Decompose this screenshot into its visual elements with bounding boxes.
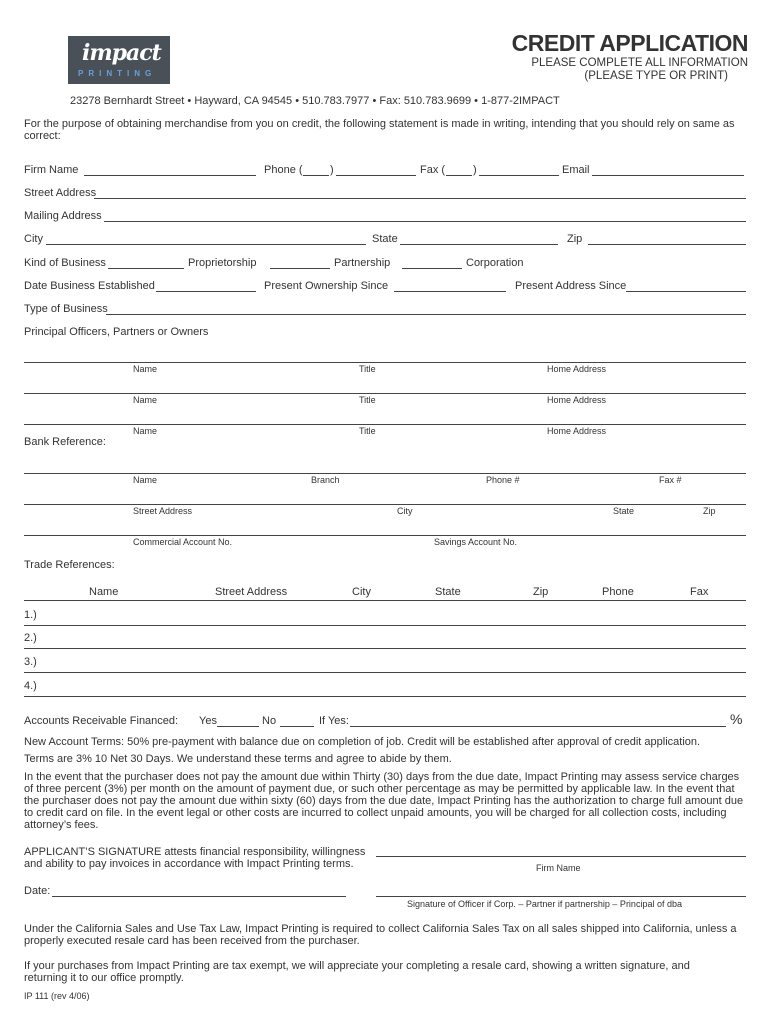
bank-street-caption: Street Address bbox=[133, 506, 193, 516]
ar-ifyes-label: If Yes: bbox=[319, 715, 349, 727]
bank-reference-label: Bank Reference: bbox=[24, 436, 106, 448]
date-field[interactable] bbox=[52, 884, 346, 897]
zip-field[interactable] bbox=[588, 232, 746, 245]
principal-3-name-caption: Name bbox=[133, 426, 158, 436]
bank-line-3[interactable] bbox=[24, 523, 746, 536]
email-label: Email bbox=[562, 164, 590, 176]
trade-row-1-label: 1.) bbox=[24, 609, 37, 621]
officer-signature-field[interactable] bbox=[376, 884, 746, 897]
trade-row-3-field[interactable] bbox=[24, 660, 746, 673]
date-label: Date: bbox=[24, 885, 51, 897]
trade-col-street: Street Address bbox=[215, 586, 288, 598]
ar-yes-field[interactable] bbox=[217, 714, 259, 727]
trade-row-4-field[interactable] bbox=[24, 684, 746, 697]
email-field[interactable] bbox=[592, 163, 744, 176]
partnership-field[interactable] bbox=[270, 256, 330, 269]
principals-label: Principal Officers, Partners or Owners bbox=[24, 326, 209, 338]
trade-col-fax: Fax bbox=[690, 586, 709, 598]
form-id: IP 111 (rev 4/06) bbox=[24, 991, 90, 1001]
tax-exempt-notice: If your purchases from Impact Printing are tax exempt, we will appreciate your completing a resale card, showing a written signature, and returning it to our office promptly. bbox=[24, 960, 690, 984]
date-established-label: Date Business Established bbox=[24, 280, 155, 292]
kind-of-business-label: Kind of Business bbox=[24, 257, 106, 269]
principal-1-name-caption: Name bbox=[133, 364, 158, 374]
ar-no-label: No bbox=[262, 715, 277, 727]
mailing-address-label: Mailing Address bbox=[24, 210, 102, 222]
trade-col-zip: Zip bbox=[533, 586, 549, 598]
trade-references-label: Trade References: bbox=[24, 559, 115, 571]
sales-tax-notice: Under the California Sales and Use Tax Law, Impact Printing is required to collect California Sales Tax on all sales shipped into California, unless a properly executed resale card has been received from the purchaser. bbox=[24, 923, 737, 947]
trade-row-2-field[interactable] bbox=[24, 636, 746, 649]
city-field[interactable] bbox=[46, 232, 366, 245]
trade-header-rule bbox=[24, 600, 746, 601]
ownership-since-label: Present Ownership Since bbox=[264, 280, 389, 292]
firm-name-caption: Firm Name bbox=[536, 863, 581, 873]
bank-state-caption: State bbox=[613, 506, 635, 516]
bank-fax-caption: Fax # bbox=[659, 475, 682, 485]
trade-col-phone: Phone bbox=[602, 586, 634, 598]
commercial-account-caption: Commercial Account No. bbox=[133, 537, 233, 547]
trade-row-2-label: 2.) bbox=[24, 632, 37, 644]
ar-yes-label: Yes bbox=[199, 715, 217, 727]
mailing-address-field[interactable] bbox=[104, 209, 746, 222]
state-label: State bbox=[372, 233, 398, 245]
zip-label: Zip bbox=[567, 233, 583, 245]
trade-row-3-label: 3.) bbox=[24, 656, 37, 668]
proprietorship-label: Proprietorship bbox=[188, 257, 257, 269]
fax-field[interactable] bbox=[479, 163, 559, 176]
principal-3-home-caption: Home Address bbox=[547, 426, 607, 436]
bank-line-2[interactable] bbox=[24, 492, 746, 505]
principal-1-line[interactable] bbox=[24, 350, 746, 363]
principal-1-title-caption: Title bbox=[359, 364, 376, 374]
logo-wordmark: impact bbox=[82, 40, 161, 66]
phone-label: Phone ( bbox=[264, 164, 303, 176]
partnership-label: Partnership bbox=[334, 257, 391, 269]
proprietorship-field[interactable] bbox=[108, 256, 184, 269]
bank-line-1[interactable] bbox=[24, 461, 746, 474]
city-label: City bbox=[24, 233, 43, 245]
ar-financed-label: Accounts Receivable Financed: bbox=[24, 715, 179, 727]
principal-2-line[interactable] bbox=[24, 381, 746, 394]
intro-statement: For the purpose of obtaining merchandise from you on credit, the following statement is made in writing, intending that you should rely on same as correct: bbox=[24, 118, 735, 142]
principal-2-name-caption: Name bbox=[133, 395, 158, 405]
phone-paren-close: ) bbox=[330, 164, 334, 176]
street-address-field[interactable] bbox=[94, 186, 746, 199]
principal-2-home-caption: Home Address bbox=[547, 395, 607, 405]
bank-branch-caption: Branch bbox=[311, 475, 340, 485]
ar-percent-sign: % bbox=[730, 711, 743, 727]
net-terms: Terms are 3% 10 Net 30 Days. We understand these terms and agree to abide by them. bbox=[24, 753, 452, 765]
trade-col-state: State bbox=[435, 586, 461, 598]
trade-row-1-field[interactable] bbox=[24, 613, 746, 626]
fax-label: Fax ( bbox=[420, 164, 446, 176]
bank-zip-caption: Zip bbox=[703, 506, 716, 516]
street-address-label: Street Address bbox=[24, 187, 97, 199]
phone-field[interactable] bbox=[336, 163, 416, 176]
instruction-line-2: (PLEASE TYPE OR PRINT) bbox=[584, 70, 728, 82]
fax-paren-close: ) bbox=[473, 164, 477, 176]
type-of-business-field[interactable] bbox=[106, 302, 746, 315]
trade-col-city: City bbox=[352, 586, 371, 598]
officer-signature-caption: Signature of Officer if Corp. – Partner if partnership – Principal of dba bbox=[407, 899, 682, 909]
principal-3-line[interactable] bbox=[24, 412, 746, 425]
late-payment-terms: In the event that the purchaser does not pay the amount due within Thirty (30) days from the due date, Impact Printing may assess service charges of three percent (3%) per month on the amount of payment due, or such other percentage as may be permitted by applicable law. In the event that the purchaser does not pay the amount due within sixty (60) days from the due date, Impact Printing has the authorization to charge full amount due to credit card on file. In the event legal or other costs are incurred to collect unpaid amounts, you will be charged for all collection costs, including attorney’s fees. bbox=[24, 771, 744, 831]
phone-area-code-field[interactable] bbox=[303, 163, 329, 176]
applicant-signature-statement: APPLICANT’S SIGNATURE attests financial responsibility, willingness and ability to pay invoices in accordance with Impact Printing terms. bbox=[24, 846, 366, 870]
firm-name-label: Firm Name bbox=[24, 164, 79, 176]
page-title: CREDIT APPLICATION bbox=[511, 30, 748, 56]
bank-phone-caption: Phone # bbox=[486, 475, 520, 485]
fax-area-code-field[interactable] bbox=[446, 163, 472, 176]
principal-2-title-caption: Title bbox=[359, 395, 376, 405]
address-since-label: Present Address Since bbox=[515, 280, 627, 292]
trade-row-4-label: 4.) bbox=[24, 680, 37, 692]
applicant-signature-field[interactable] bbox=[376, 844, 746, 857]
date-established-field[interactable] bbox=[156, 279, 256, 292]
address-since-field[interactable] bbox=[626, 279, 746, 292]
type-of-business-label: Type of Business bbox=[24, 303, 108, 315]
bank-city-caption: City bbox=[397, 506, 413, 516]
corporation-label: Corporation bbox=[466, 257, 524, 269]
new-account-terms: New Account Terms: 50% pre-payment with balance due on completion of job. Credit will be established after approval of credit application. bbox=[24, 736, 701, 748]
principal-3-title-caption: Title bbox=[359, 426, 376, 436]
principal-1-home-caption: Home Address bbox=[547, 364, 607, 374]
instruction-line-1: PLEASE COMPLETE ALL INFORMATION bbox=[531, 57, 748, 69]
savings-account-caption: Savings Account No. bbox=[434, 537, 518, 547]
ownership-since-field[interactable] bbox=[394, 279, 506, 292]
state-field[interactable] bbox=[400, 232, 558, 245]
corporation-field[interactable] bbox=[402, 256, 462, 269]
company-address: 23278 Bernhardt Street • Hayward, CA 94545 • 510.783.7977 • Fax: 510.783.9699 • 1-877-2IMPACT bbox=[70, 95, 560, 107]
ar-no-field[interactable] bbox=[280, 714, 314, 727]
logo-subtitle: PRINTING bbox=[78, 69, 157, 78]
company-logo bbox=[68, 36, 170, 84]
trade-col-name: Name bbox=[89, 586, 119, 598]
bank-name-caption: Name bbox=[133, 475, 158, 485]
firm-name-field[interactable] bbox=[84, 163, 256, 176]
ar-percent-field[interactable] bbox=[350, 714, 726, 727]
